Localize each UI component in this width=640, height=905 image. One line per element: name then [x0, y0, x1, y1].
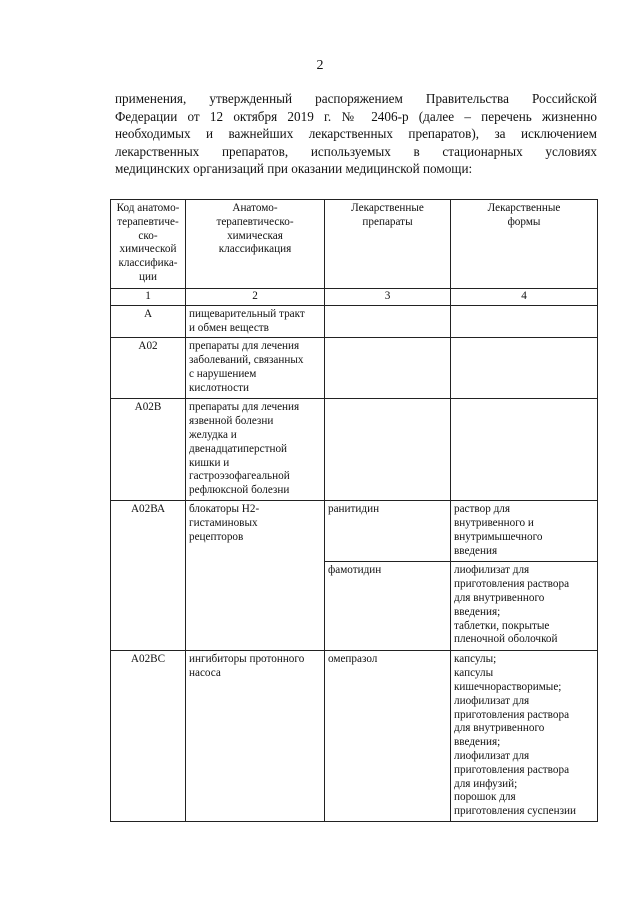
atc-classification: препараты для лечения заболеваний, связанных с нарушением кислотности: [186, 338, 325, 399]
table-row: [111, 651, 598, 822]
column-number: 1: [111, 289, 186, 306]
header-drugs: Лекарственные препараты: [325, 200, 451, 289]
header-forms: Лекарственные формы: [451, 200, 598, 289]
intro-line: применения, утвержденный распоряжением Правительства Российской: [115, 91, 597, 106]
header-classification: Анатомо- терапевтическо- химическая классификация: [186, 200, 325, 289]
table-row: [111, 305, 598, 338]
atc-code: А02В: [111, 399, 186, 501]
dosage-forms: [451, 399, 598, 501]
header-code: Код анатомо- терапевтиче- ско- химической классифика- ции: [111, 200, 186, 289]
atc-code: А02ВА: [111, 501, 186, 651]
drug-name: [325, 399, 451, 501]
intro-line: Федерации от 12 октября 2019 г. № 2406-р (далее – перечень жизненно: [115, 108, 597, 124]
drug-name: [325, 305, 451, 338]
drug-name: ранитидин: [325, 501, 451, 562]
atc-classification: препараты для лечения язвенной болезни желудка и двенадцатиперстной кишки и гастроэзофагеальной рефлюксной болезни: [186, 399, 325, 501]
drug-name: фамотидин: [325, 562, 451, 651]
column-number: 2: [186, 289, 325, 306]
column-number: 4: [451, 289, 598, 306]
drug-name: омепразол: [325, 651, 451, 822]
intro-line: медицинских организаций при оказании медицинской помощи:: [115, 161, 473, 177]
drug-table: [110, 199, 598, 822]
atc-code: А02ВС: [111, 651, 186, 822]
atc-classification: блокаторы Н2- гистаминовых рецепторов: [186, 501, 325, 651]
intro-line: лекарственных препаратов, используемых в стационарных условиях: [115, 143, 597, 159]
atc-classification: ингибиторы протонного насоса: [186, 651, 325, 822]
dosage-forms: [451, 338, 598, 399]
page-number: 2: [316, 58, 324, 73]
atc-code: А02: [111, 338, 186, 399]
dosage-forms: [451, 305, 598, 338]
table-row: [111, 338, 598, 399]
dosage-forms: капсулы; капсулы кишечнорастворимые; лиофилизат для приготовления раствора для внутривенного введения; лиофилизат для приготовления раствора для инфузий; порошок для приготовления суспензии: [451, 651, 598, 822]
column-number: 3: [325, 289, 451, 306]
atc-code: А: [111, 305, 186, 338]
drug-name: [325, 338, 451, 399]
intro-line: необходимых и важнейших лекарственных препаратов), за исключением: [115, 126, 597, 142]
dosage-forms: раствор для внутривенного и внутримышечного введения: [451, 501, 598, 562]
intro-paragraph: [115, 90, 597, 178]
dosage-forms: лиофилизат для приготовления раствора для внутривенного введения; таблетки, покрытые пленочной оболочкой: [451, 562, 598, 651]
atc-classification: пищеварительный тракт и обмен веществ: [186, 305, 325, 338]
table-row: [111, 399, 598, 501]
header-row: [111, 200, 598, 289]
table-row: [111, 501, 598, 562]
column-number-row: [111, 289, 598, 306]
